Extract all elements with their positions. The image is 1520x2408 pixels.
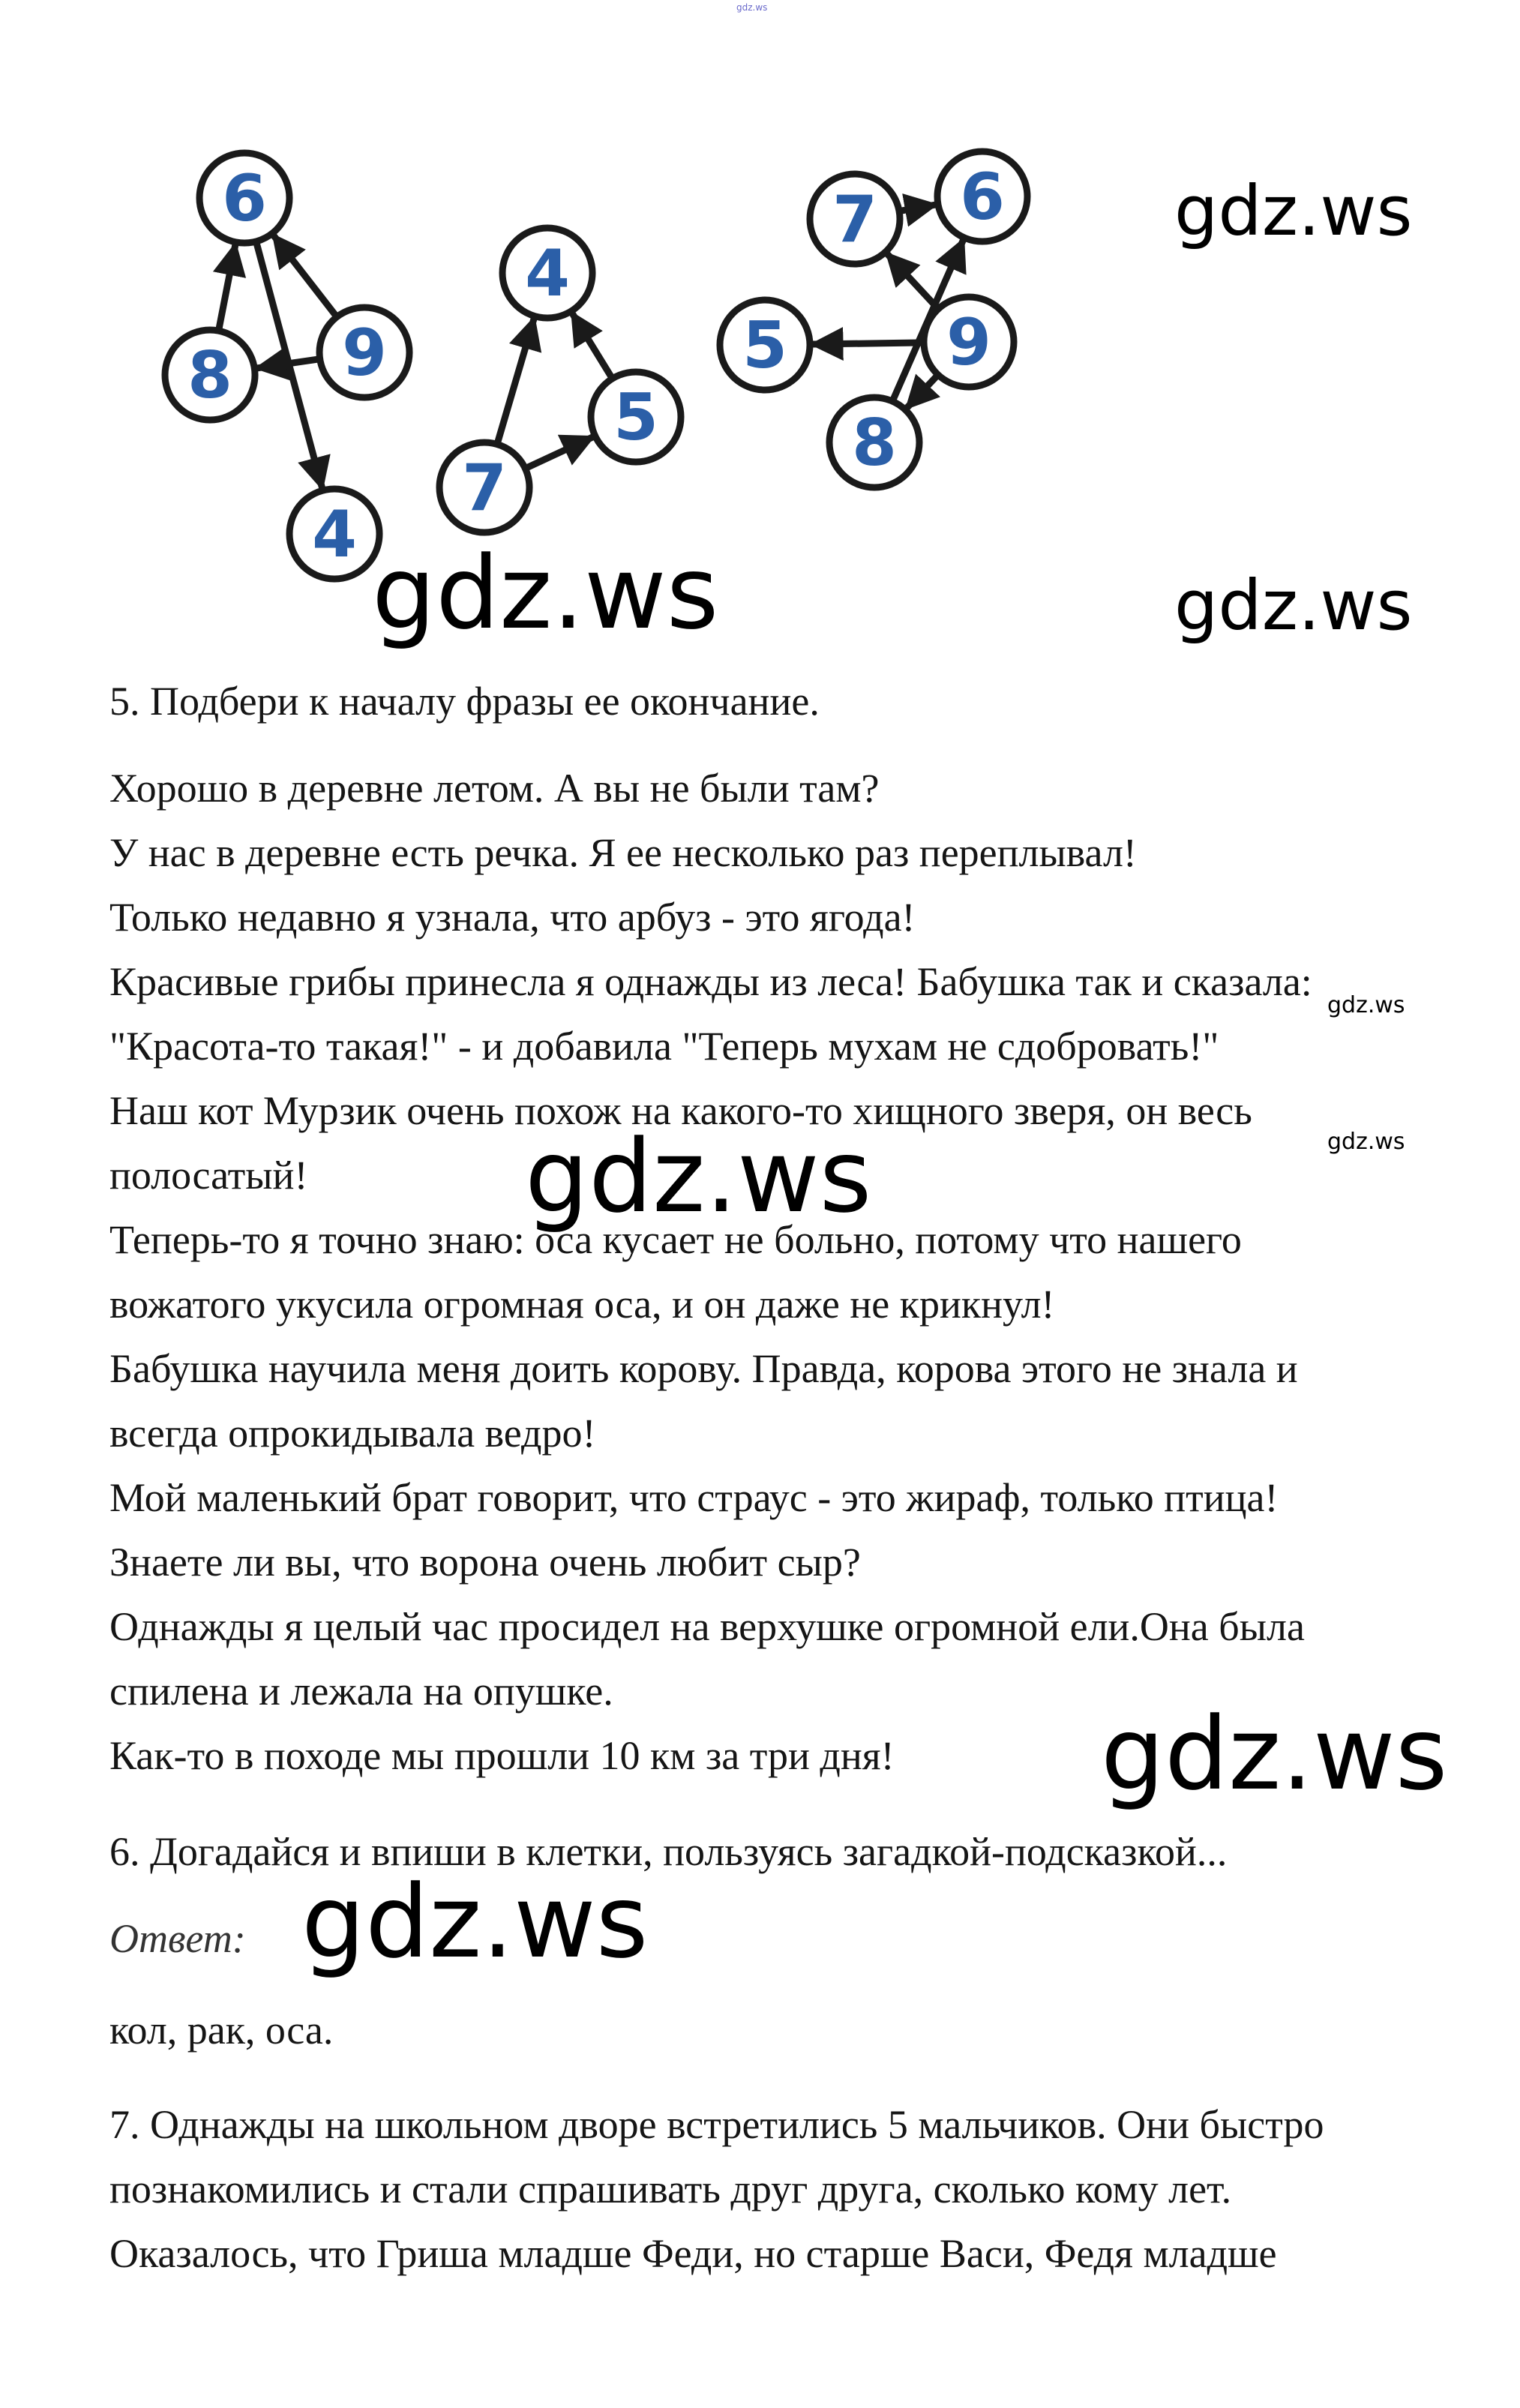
graph-node-label: 7 xyxy=(462,451,507,526)
watermark-small-2: gdz.ws xyxy=(1327,1129,1405,1155)
watermark-lower-right: gdz.ws xyxy=(1101,1696,1448,1813)
graph-edge-9-6 xyxy=(274,236,337,317)
task5-line: Знаете ли вы, что ворона очень любит сыр? xyxy=(109,1540,861,1585)
graph-node-label: 8 xyxy=(187,338,232,413)
task5-line: вожатого укусила огромная оса, и он даже не крикнул! xyxy=(109,1282,1055,1327)
task5-line: "Красота-то такая!" - и добавила "Теперь мухам не сдобровать!" xyxy=(109,1024,1219,1069)
watermark-top-right: gdz.ws xyxy=(1174,171,1413,251)
header-watermark: gdz.ws xyxy=(736,2,768,13)
graph-edge-7-6 xyxy=(899,205,935,211)
task6-answer: кол, рак, оса. xyxy=(109,2008,334,2053)
task5-line: полосатый! xyxy=(109,1153,308,1198)
graph-node-label: 4 xyxy=(525,236,570,311)
graph-node-label: 5 xyxy=(613,380,658,455)
watermark-under-graphs: gdz.ws xyxy=(372,535,719,652)
task5-title: 5. Подбери к началу фразы ее окончание. xyxy=(109,679,820,724)
graph-node-label: 4 xyxy=(312,497,357,572)
task7-line: познакомились и стали спрашивать друг друга, сколько кому лет. xyxy=(109,2167,1232,2212)
watermark-answer: gdz.ws xyxy=(301,1864,649,1981)
task7-line: 7. Однажды на школьном дворе встретились 5 мальчиков. Они быстро xyxy=(109,2102,1324,2147)
watermark-right-mid: gdz.ws xyxy=(1174,565,1413,646)
task5-line: всегда опрокидывала ведро! xyxy=(109,1411,596,1456)
graph-edge-5-4 xyxy=(573,314,613,379)
graph-edge-7-5 xyxy=(525,437,592,469)
graph-node-label: 6 xyxy=(960,160,1005,235)
task5-line: Мой маленький брат говорит, что страус - это жираф, только птица! xyxy=(109,1475,1279,1520)
task5-line: Бабушка научила меня доить корову. Правда, корова этого не знала и xyxy=(109,1346,1298,1391)
task5-line: Наш кот Мурзик очень похож на какого-то хищного зверя, он весь xyxy=(109,1088,1252,1133)
graph-node-label: 9 xyxy=(946,305,991,380)
task5-line: Хорошо в деревне летом. А вы не были там? xyxy=(109,766,880,811)
task5-line: Как-то в походе мы прошли 10 км за три дня! xyxy=(109,1733,895,1778)
graph-node-label: 9 xyxy=(342,316,387,391)
task5-line: Только недавно я узнала, что арбуз - это ягода! xyxy=(109,895,916,940)
graph-edge-8-6 xyxy=(218,245,235,331)
task5-line: Красивые грибы принесла я однажды из леса! Бабушка так и сказала: xyxy=(109,959,1312,1004)
graph-node-label: 6 xyxy=(222,161,267,236)
graph-node-label: 5 xyxy=(742,308,787,383)
graph-edge-7-4 xyxy=(497,319,534,444)
task5-line: У нас в деревне есть речка. Я ее несколько раз переплывал! xyxy=(109,830,1137,875)
graph-edge-9-7 xyxy=(888,254,939,309)
watermark-small-1: gdz.ws xyxy=(1327,992,1405,1018)
task7-line: Оказалось, что Гриша младше Феди, но старше Васи, Федя младше xyxy=(109,2231,1277,2276)
graph-node-label: 8 xyxy=(852,406,897,481)
task5-line: Однажды я целый час просидел на верхушке огромной ели.Она была xyxy=(109,1604,1305,1649)
graph-edge-9-8 xyxy=(907,375,938,408)
graph-node-label: 7 xyxy=(832,182,877,257)
task6-title: 6. Догадайся и впиши в клетки, пользуясь загадкой-подсказкой... xyxy=(109,1829,1228,1874)
task6-answer-label: Ответ: xyxy=(109,1916,246,1961)
graph-edge-9-5 xyxy=(813,343,924,344)
graph-diagrams xyxy=(0,0,1520,652)
task5-line: Теперь-то я точно знаю: оса кусает не больно, потому что нашего xyxy=(109,1217,1242,1262)
watermark-middle: gdz.ws xyxy=(525,1118,872,1235)
task5-line: спилена и лежала на опушке. xyxy=(109,1669,613,1714)
